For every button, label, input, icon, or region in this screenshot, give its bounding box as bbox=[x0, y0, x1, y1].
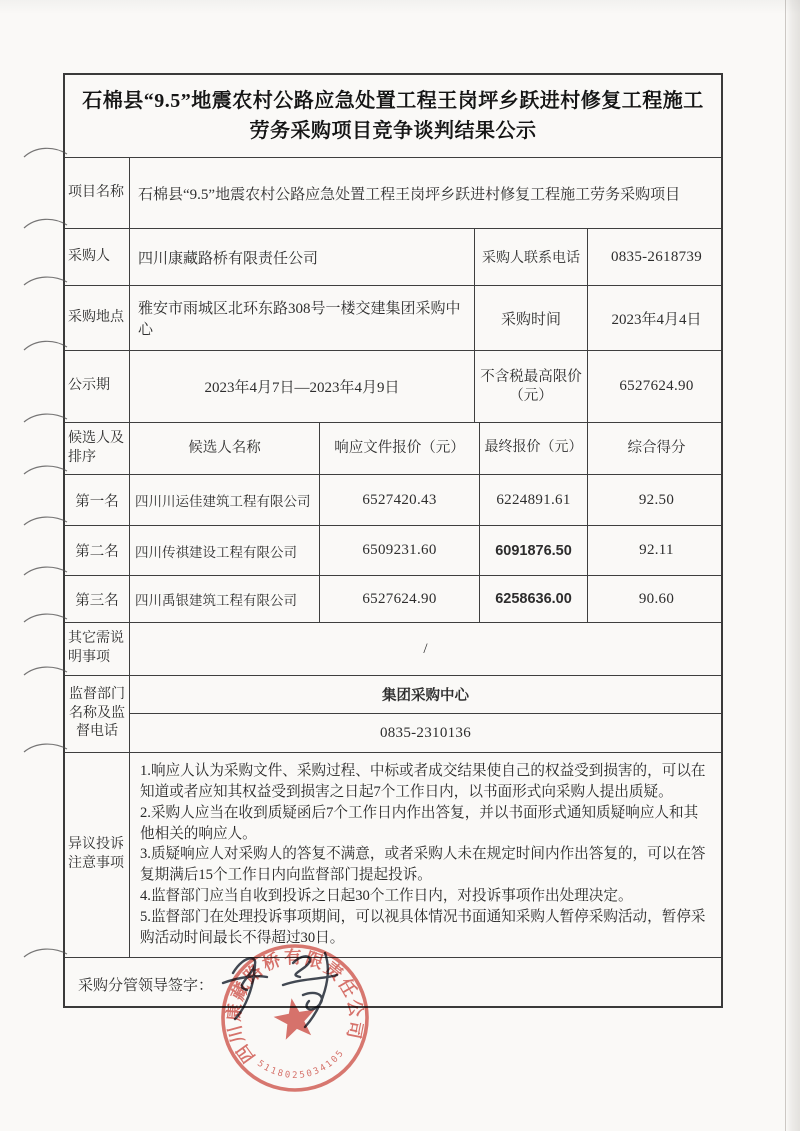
candidate-1-score: 92.50 bbox=[587, 475, 725, 525]
purchase-time-value: 2023年4月4日 bbox=[587, 286, 725, 350]
candidate-3-score: 90.60 bbox=[587, 576, 725, 622]
candidate-3-name: 四川禹银建筑工程有限公司 bbox=[129, 576, 319, 622]
project-name-value: 石棉县“9.5”地震农村公路应急处置工程王岗坪乡跃进村修复工程施工劳务采购项目 bbox=[129, 158, 721, 228]
supervision-label: 监督部门名称及监督电话 bbox=[69, 686, 125, 740]
candidate-2-final: 6091876.50 bbox=[479, 526, 587, 575]
complaints-label: 异议投诉注意事项 bbox=[68, 837, 124, 871]
candidates-header-row bbox=[65, 422, 721, 474]
project-name-label: 项目名称 bbox=[68, 184, 124, 200]
complaint-item-3: 3.质疑响应人对采购人的答复不满意，或者采购人未在规定时间内作出答复的，可以在答复期满后15个工作日内向监督部门提起投诉。 bbox=[140, 846, 706, 884]
publicity-period-value: 2023年4月7日—2023年4月9日 bbox=[129, 351, 474, 422]
supervision-phone: 0835-2310136 bbox=[379, 724, 472, 741]
purchase-time-label: 采购时间 bbox=[474, 286, 587, 350]
score-header: 综合得分 bbox=[587, 423, 725, 474]
candidate-1-name: 四川川运佳建筑工程有限公司 bbox=[129, 475, 319, 525]
purchaser-label: 采购人 bbox=[68, 248, 110, 264]
location-row bbox=[65, 285, 721, 350]
complaints-text bbox=[130, 753, 721, 953]
purchaser-value: 四川康藏路桥有限责任公司 bbox=[129, 229, 474, 285]
title-row bbox=[65, 75, 721, 157]
candidates-rank-header: 候选人及排序 bbox=[68, 430, 124, 465]
complaint-item-1: 1.响应人认为采购文件、采购过程、中标或者成交结果使自己的权益受到损害的，可以在知道或者应知其权益受到损害之日起7个工作日内，以书面形式向采购人提出质疑。 bbox=[140, 763, 706, 800]
location-value: 雅安市雨城区北环东路308号一楼交建集团采购中心 bbox=[129, 286, 474, 350]
candidate-3-bid: 6527624.90 bbox=[319, 576, 479, 622]
candidate-2-bid: 6509231.60 bbox=[319, 526, 479, 575]
document-title: 石棉县“9.5”地震农村公路应急处置工程王岗坪乡跃进村修复工程施工劳务采购项目竞争谈判结果公示 bbox=[82, 90, 704, 142]
other-notes-row bbox=[65, 622, 721, 675]
rank-3: 第三名 bbox=[75, 592, 119, 609]
purchaser-phone-label: 采购人联系电话 bbox=[474, 229, 587, 285]
publicity-period-label: 公示期 bbox=[68, 378, 110, 394]
supervision-dept: 集团采购中心 bbox=[130, 676, 721, 714]
candidate-3-final: 6258636.00 bbox=[479, 576, 587, 622]
complaints-row bbox=[65, 752, 721, 957]
complaint-item-5: 5.监督部门在处理投诉事项期间，可以视具体情况书面通知采购人暂停采购活动，暂停采购活动时间最长不得超过30日。 bbox=[140, 909, 706, 946]
supervision-row bbox=[65, 675, 721, 752]
candidate-row-1 bbox=[65, 474, 721, 525]
paper-edge-shadow bbox=[785, 0, 800, 1131]
complaint-item-4: 4.监督部门应当自收到投诉之日起30个工作日内，对投诉事项作出处理决定。 bbox=[140, 888, 633, 905]
svg-text:5118025034105 bbox=[254, 1044, 350, 1088]
signature-label: 采购分管领导签字： bbox=[78, 977, 214, 994]
bid-price-header: 响应文件报价（元） bbox=[319, 423, 479, 474]
other-notes-label: 其它需说明事项 bbox=[68, 631, 124, 665]
final-price-header: 最终报价（元） bbox=[479, 423, 587, 474]
stamp-number: 5118025034105 bbox=[255, 1047, 348, 1081]
candidate-row-2 bbox=[65, 525, 721, 575]
project-name-row bbox=[65, 157, 721, 228]
candidate-name-header: 候选人名称 bbox=[129, 423, 319, 474]
candidate-2-name: 四川传祺建设工程有限公司 bbox=[129, 526, 319, 575]
rank-1: 第一名 bbox=[75, 493, 119, 510]
location-label: 采购地点 bbox=[68, 309, 124, 325]
candidate-1-final: 6224891.61 bbox=[479, 475, 587, 525]
publicity-period-row bbox=[65, 350, 721, 422]
complaint-item-2: 2.采购人应当在收到质疑函后7个工作日内作出答复，并以书面形式通知质疑响应人和其他相关的响应人。 bbox=[140, 804, 699, 842]
announcement-table bbox=[63, 73, 723, 1008]
max-price-value: 6527624.90 bbox=[587, 351, 725, 422]
purchaser-phone-value: 0835-2618739 bbox=[587, 229, 725, 285]
candidate-row-3 bbox=[65, 575, 721, 622]
handwritten-signature bbox=[205, 935, 380, 1045]
candidate-2-score: 92.11 bbox=[587, 526, 725, 575]
candidate-1-bid: 6527420.43 bbox=[319, 475, 479, 525]
rank-2: 第二名 bbox=[75, 544, 119, 560]
stamp-company-name: 四川康藏路桥有限责任公司 bbox=[223, 946, 367, 1067]
other-notes-value: / bbox=[129, 623, 721, 675]
purchaser-row bbox=[65, 228, 721, 285]
signature-row bbox=[65, 957, 721, 1010]
max-price-label: 不含税最高限价（元） bbox=[474, 351, 587, 422]
